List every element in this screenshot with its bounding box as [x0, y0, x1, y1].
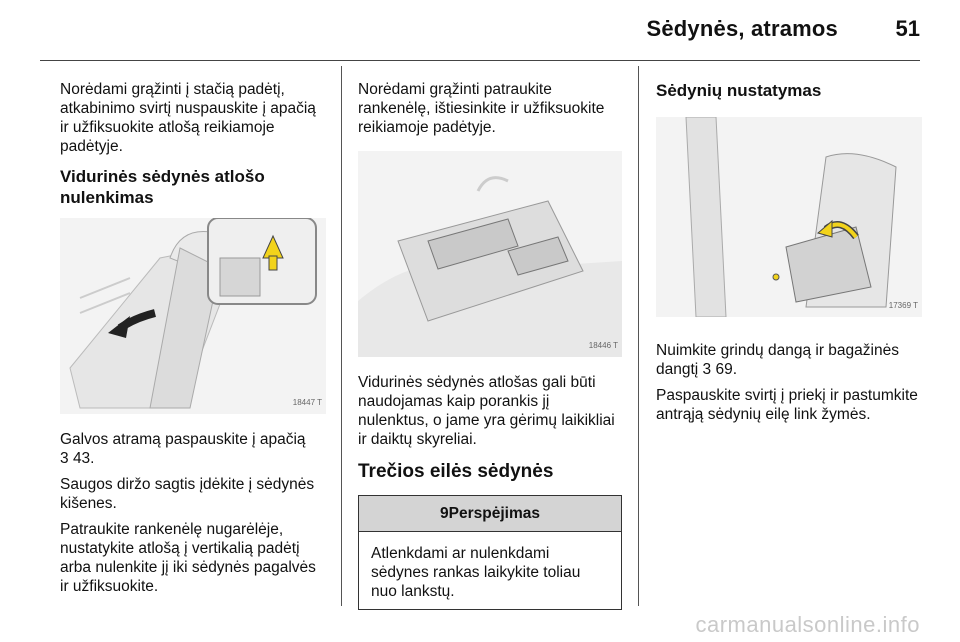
- column-divider-2: [638, 66, 639, 606]
- section-heading: Trečios eilės sėdynės: [358, 461, 554, 482]
- page-number: 51: [895, 16, 920, 41]
- paragraph: Galvos atramą paspauskite į apačią 3 43.: [60, 431, 306, 467]
- reference-arrow-icon: 3: [60, 450, 69, 467]
- figure-number: 18446 T: [588, 341, 618, 350]
- figure-number: 18447 T: [292, 398, 322, 407]
- armrest-illustration: [358, 151, 622, 357]
- paragraph: Patraukite rankenėlę nugarėlėje, nustatykite atlošą į vertikalią padėtį arba nulenkite jį iki sėdynės pagalvės ir užfiksuokite.: [60, 521, 316, 595]
- paragraph: Norėdami grąžinti patraukite rankenėlę, ištiesinkite ir užfiksuokite reikiamoje padėtyje.: [358, 81, 605, 136]
- column-2: [358, 80, 622, 610]
- paragraph: Paspauskite svirtį į priekį ir pastumkite antrąją sėdynių eilę link žymės.: [656, 387, 918, 423]
- watermark: carmanualsonline.info: [695, 612, 920, 637]
- figure-middle-seat-backrest: [60, 218, 326, 414]
- page-reference[interactable]: 69.: [715, 361, 738, 378]
- page-reference[interactable]: 43.: [72, 450, 95, 467]
- paragraph: Nuimkite grindų dangą ir bagažinės dangtį 3 69.: [656, 342, 899, 378]
- figure-number: 17369 T: [888, 301, 918, 310]
- warning-text: Atlenkdami ar nulenkdami sėdynes rankas laikykite toliau nuo lankstų.: [371, 545, 581, 600]
- page-title: Sėdynės, atramos: [646, 16, 838, 41]
- seat-adjustment-illustration: [656, 117, 922, 317]
- warning-header: [359, 496, 621, 532]
- figure-seat-adjustment: [656, 117, 922, 317]
- paragraph: Saugos diržo sagtis įdėkite į sėdynės kišenes.: [60, 476, 315, 512]
- column-3: [656, 80, 922, 431]
- warning-triangle-icon: 9: [440, 505, 449, 522]
- paragraph: Norėdami grąžinti į stačią padėtį, atkabinimo svirtį nuspauskite į apačią ir užfiksuokite atlošą reikiamoje padėtyje.: [60, 81, 316, 155]
- paragraph: Vidurinės sėdynės atlošas gali būti naudojamas kaip porankis jį nulenktus, o jame yra gėrimų laikikliai ir daiktų skyreliai.: [358, 374, 615, 448]
- section-heading: Sėdynių nustatymas: [656, 81, 822, 100]
- figure-armrest: [358, 151, 622, 357]
- reference-arrow-icon: 3: [702, 361, 712, 378]
- warning-box: [358, 495, 622, 610]
- column-1: [60, 80, 326, 603]
- seat-backrest-illustration: [60, 218, 326, 414]
- warning-title: Perspėjimas: [448, 505, 540, 522]
- column-divider-1: [341, 66, 342, 606]
- header-divider: [40, 60, 920, 61]
- section-heading: Vidurinės sėdynės atlošo nulenkimas: [60, 167, 265, 207]
